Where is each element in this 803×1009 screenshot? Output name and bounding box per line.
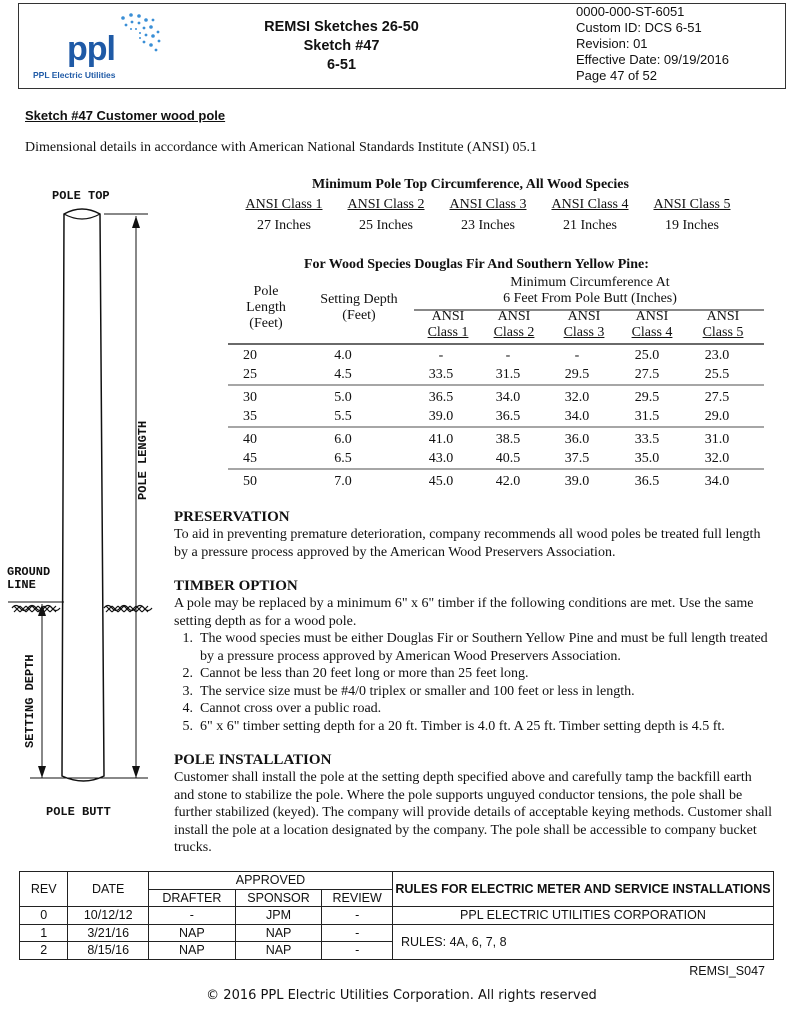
section-title: Sketch #47 Customer wood pole bbox=[25, 108, 226, 123]
table-cell: 29.5 bbox=[634, 389, 660, 405]
table-cell: 6.5 bbox=[334, 451, 352, 467]
table-cell: 32.0 bbox=[704, 451, 730, 467]
item-number: 5. bbox=[182, 718, 193, 734]
table-cell: 39.0 bbox=[428, 409, 454, 425]
class-value: 25 Inches bbox=[358, 218, 414, 233]
table-row bbox=[222, 346, 752, 366]
table-row bbox=[222, 388, 752, 408]
review-cell: - bbox=[322, 907, 393, 925]
timber-section bbox=[174, 577, 774, 735]
table-cell: 29.5 bbox=[564, 367, 590, 383]
dimensional-note: Dimensional details in accordance with American National Standards Institute (ANSI) 05.1 bbox=[25, 140, 538, 155]
table-cell: - bbox=[505, 347, 511, 363]
ground-line-text-1: GROUND bbox=[7, 565, 51, 579]
table-row bbox=[20, 907, 774, 925]
list-item bbox=[174, 630, 774, 665]
table-cell: - bbox=[438, 347, 444, 363]
setting-depth-header bbox=[310, 292, 408, 324]
date-header: DATE bbox=[68, 872, 149, 907]
installation-section bbox=[174, 751, 774, 857]
ansi-class-2-header bbox=[484, 309, 544, 341]
table-cell: 31.5 bbox=[634, 409, 660, 425]
ansi-class-3-header bbox=[554, 309, 614, 341]
table-cell: 37.5 bbox=[564, 451, 590, 467]
ansi-label: ANSI bbox=[567, 309, 601, 324]
ansi-class-4-header bbox=[622, 309, 682, 341]
rev-cell: 1 bbox=[20, 924, 68, 942]
document-id: REMSI_S047 bbox=[689, 964, 765, 978]
header-title-1: REMSI Sketches 26-50 bbox=[264, 19, 419, 35]
class-header: ANSI Class 1 bbox=[245, 197, 323, 212]
drafter-cell: - bbox=[149, 907, 236, 925]
class-header: ANSI Class 5 bbox=[653, 197, 731, 212]
table-cell: 33.5 bbox=[634, 431, 660, 447]
rev-cell: 0 bbox=[20, 907, 68, 925]
table-cell: 20 bbox=[243, 347, 257, 363]
rules-title: RULES FOR ELECTRIC METER AND SERVICE INSTALLATIONS bbox=[392, 872, 773, 907]
header-line: Minimum Circumference At bbox=[510, 275, 670, 290]
item-text: 6" x 6" timber setting depth for a 20 ft. Timber is 4.0 ft. A 25 ft. Timber setting depth is 4.5 ft. bbox=[200, 718, 725, 734]
timber-heading: TIMBER OPTION bbox=[174, 578, 298, 594]
table-cell: 35.0 bbox=[634, 451, 660, 467]
table-cell: 31.5 bbox=[495, 367, 521, 383]
date-cell: 8/15/16 bbox=[68, 942, 149, 960]
timber-conditions bbox=[174, 630, 774, 735]
table-cell: 50 bbox=[243, 473, 257, 489]
circumference-header bbox=[420, 275, 760, 307]
table-cell: 39.0 bbox=[564, 473, 590, 489]
class-label: Class 4 bbox=[631, 325, 673, 340]
approved-header: APPROVED bbox=[149, 872, 393, 890]
installation-heading: POLE INSTALLATION bbox=[174, 752, 332, 768]
table-cell: - bbox=[574, 347, 580, 363]
table-cell: 36.5 bbox=[495, 409, 521, 425]
table-cell: 36.0 bbox=[564, 431, 590, 447]
class-header: ANSI Class 2 bbox=[347, 197, 425, 212]
header-meta bbox=[504, 4, 785, 88]
table-cell: 41.0 bbox=[428, 431, 454, 447]
drafter-cell: NAP bbox=[149, 924, 236, 942]
item-number: 3. bbox=[182, 683, 193, 699]
timber-text: A pole may be replaced by a minimum 6" x 6" timber if the following conditions are met. Use the same setting depth as for a wood pole. bbox=[174, 596, 754, 629]
effective-date: Effective Date: 09/19/2016 bbox=[576, 52, 729, 67]
ansi-label: ANSI bbox=[635, 309, 669, 324]
list-item bbox=[174, 665, 774, 683]
document-header bbox=[18, 3, 786, 89]
rev-header: REV bbox=[20, 872, 68, 907]
class-value: 27 Inches bbox=[256, 218, 312, 233]
header-line: Setting Depth bbox=[320, 292, 398, 307]
table-cell: 6.0 bbox=[334, 431, 352, 447]
table-row bbox=[222, 450, 752, 470]
setting-depth-label: SETTING DEPTH bbox=[23, 654, 37, 748]
table-cell: 40.5 bbox=[495, 451, 521, 467]
rev-cell: 2 bbox=[20, 942, 68, 960]
table-row bbox=[222, 472, 752, 492]
table-cell: 45.0 bbox=[428, 473, 454, 489]
table-cell: 25.5 bbox=[704, 367, 730, 383]
header-line: Pole bbox=[253, 284, 279, 299]
table-cell: 43.0 bbox=[428, 451, 454, 467]
header-line: (Feet) bbox=[249, 316, 283, 331]
ppl-logo bbox=[19, 4, 179, 88]
table-cell: 5.5 bbox=[334, 409, 352, 425]
logo-subtext: PPL Electric Utilities bbox=[33, 70, 116, 80]
table-cell: 4.0 bbox=[334, 347, 352, 363]
sponsor-cell: NAP bbox=[235, 924, 322, 942]
sponsor-cell: NAP bbox=[235, 942, 322, 960]
ansi-label: ANSI bbox=[431, 309, 465, 324]
pole-butt-label: POLE BUTT bbox=[46, 805, 111, 819]
class-label: Class 3 bbox=[563, 325, 605, 340]
table-cell: 40 bbox=[243, 431, 257, 447]
preservation-section bbox=[174, 508, 774, 561]
pole-length-header bbox=[232, 284, 300, 332]
copyright-notice: © 2016 PPL Electric Utilities Corporation. All rights reserved bbox=[206, 988, 597, 1003]
table-cell: 45 bbox=[243, 451, 257, 467]
table-cell: 34.0 bbox=[495, 389, 521, 405]
class-header: ANSI Class 3 bbox=[449, 197, 527, 212]
rules-list: RULES: 4A, 6, 7, 8 bbox=[392, 924, 773, 959]
item-number: 2. bbox=[182, 666, 193, 681]
table-cell: 35 bbox=[243, 409, 257, 425]
table-cell: 25.0 bbox=[634, 347, 660, 363]
date-cell: 10/12/12 bbox=[68, 907, 149, 925]
table-cell: 38.5 bbox=[495, 431, 521, 447]
table-cell: 36.5 bbox=[634, 473, 660, 489]
pole-top-label: POLE TOP bbox=[52, 189, 110, 203]
list-item bbox=[174, 683, 774, 701]
table-cell: 7.0 bbox=[334, 473, 352, 489]
header-line: Length bbox=[246, 300, 286, 315]
sunburst-icon bbox=[113, 10, 169, 66]
table-cell: 33.5 bbox=[428, 367, 454, 383]
pole-length-label: POLE LENGTH bbox=[136, 420, 150, 500]
table-cell: 30 bbox=[243, 389, 257, 405]
class-label: Class 1 bbox=[427, 325, 469, 340]
company-name: PPL ELECTRIC UTILITIES CORPORATION bbox=[392, 907, 773, 925]
ansi-class-1-header bbox=[418, 309, 478, 341]
ground-line-label bbox=[7, 566, 50, 592]
df-table-title: For Wood Species Douglas Fir And Southern Yellow Pine: bbox=[304, 257, 649, 272]
drafter-cell: NAP bbox=[149, 942, 236, 960]
min-top-class-values bbox=[233, 218, 743, 234]
class-label: Class 5 bbox=[702, 325, 744, 340]
table-cell: 32.0 bbox=[564, 389, 590, 405]
revision-table bbox=[19, 871, 774, 960]
header-line: 6 Feet From Pole Butt (Inches) bbox=[503, 291, 677, 306]
date-cell: 3/21/16 bbox=[68, 924, 149, 942]
ansi-class-5-header bbox=[693, 309, 753, 341]
header-title-2: Sketch #47 bbox=[303, 38, 380, 54]
table-cell: 27.5 bbox=[704, 389, 730, 405]
item-text: Cannot cross over a public road. bbox=[200, 701, 382, 716]
table-cell: 23.0 bbox=[704, 347, 730, 363]
item-number: 1. bbox=[182, 631, 193, 646]
table-cell: 29.0 bbox=[704, 409, 730, 425]
table-cell: 42.0 bbox=[495, 473, 521, 489]
class-label: Class 2 bbox=[493, 325, 535, 340]
review-header: REVIEW bbox=[322, 889, 393, 907]
table-cell: 34.0 bbox=[704, 473, 730, 489]
df-table-body bbox=[222, 346, 752, 492]
table-cell: 31.0 bbox=[704, 431, 730, 447]
class-value: 23 Inches bbox=[460, 218, 516, 233]
header-line: (Feet) bbox=[342, 308, 376, 323]
ansi-label: ANSI bbox=[706, 309, 740, 324]
list-item bbox=[174, 700, 774, 718]
page-number: Page 47 of 52 bbox=[576, 68, 657, 83]
revision: Revision: 01 bbox=[576, 36, 648, 51]
installation-text: Customer shall install the pole at the setting depth specified above and carefully tamp the backfill earth and stone to stabilize the pole. Where the pole supports unguyed conductor tensions, the pole shall be further stabilized (keyed). The company will provide details of acceptable keying methods. Customer shall install the pole at a location designated by the company. The pole shall be accessible to company bucket trucks. bbox=[174, 770, 773, 855]
item-text: Cannot be less than 20 feet long or more than 25 feet long. bbox=[200, 666, 529, 681]
review-cell: - bbox=[322, 942, 393, 960]
logo-wordmark: ppl bbox=[67, 30, 115, 68]
list-item bbox=[174, 718, 774, 736]
item-text: The wood species must be either Douglas Fir or Southern Yellow Pine and must be full length treated by a pressure process approved by American Wood Preservers Association. bbox=[200, 631, 768, 664]
sponsor-header: SPONSOR bbox=[235, 889, 322, 907]
class-value: 19 Inches bbox=[664, 218, 720, 233]
table-cell: 34.0 bbox=[564, 409, 590, 425]
item-text: The service size must be #4/0 triplex or smaller and 100 feet or less in length. bbox=[200, 683, 635, 699]
table-cell: 36.5 bbox=[428, 389, 454, 405]
ansi-label: ANSI bbox=[497, 309, 531, 324]
class-header: ANSI Class 4 bbox=[551, 197, 629, 212]
preservation-heading: PRESERVATION bbox=[174, 509, 290, 525]
min-top-title: Minimum Pole Top Circumference, All Wood Species bbox=[312, 177, 629, 192]
header-titles bbox=[179, 4, 504, 88]
preservation-text: To aid in preventing premature deterioration, company recommends all wood poles be treated full length by a pressure process approved by the American Wood Preservers Association. bbox=[174, 527, 761, 560]
table-cell: 27.5 bbox=[634, 367, 660, 383]
table-cell: 5.0 bbox=[334, 389, 352, 405]
table-cell: 25 bbox=[243, 367, 257, 383]
table-row bbox=[222, 430, 752, 450]
min-top-class-headers bbox=[233, 197, 743, 213]
custom-id: Custom ID: DCS 6-51 bbox=[576, 20, 702, 35]
table-cell: 4.5 bbox=[334, 367, 352, 383]
header-title-3: 6-51 bbox=[326, 57, 357, 73]
item-number: 4. bbox=[182, 701, 193, 716]
sponsor-cell: JPM bbox=[235, 907, 322, 925]
table-row bbox=[222, 408, 752, 428]
drafter-header: DRAFTER bbox=[149, 889, 236, 907]
table-row bbox=[222, 366, 752, 386]
class-value: 21 Inches bbox=[562, 218, 618, 233]
ground-line-text-2: LINE bbox=[7, 578, 36, 592]
doc-number: 0000-000-ST-6051 bbox=[576, 4, 685, 19]
review-cell: - bbox=[322, 924, 393, 942]
table-row bbox=[20, 924, 774, 942]
